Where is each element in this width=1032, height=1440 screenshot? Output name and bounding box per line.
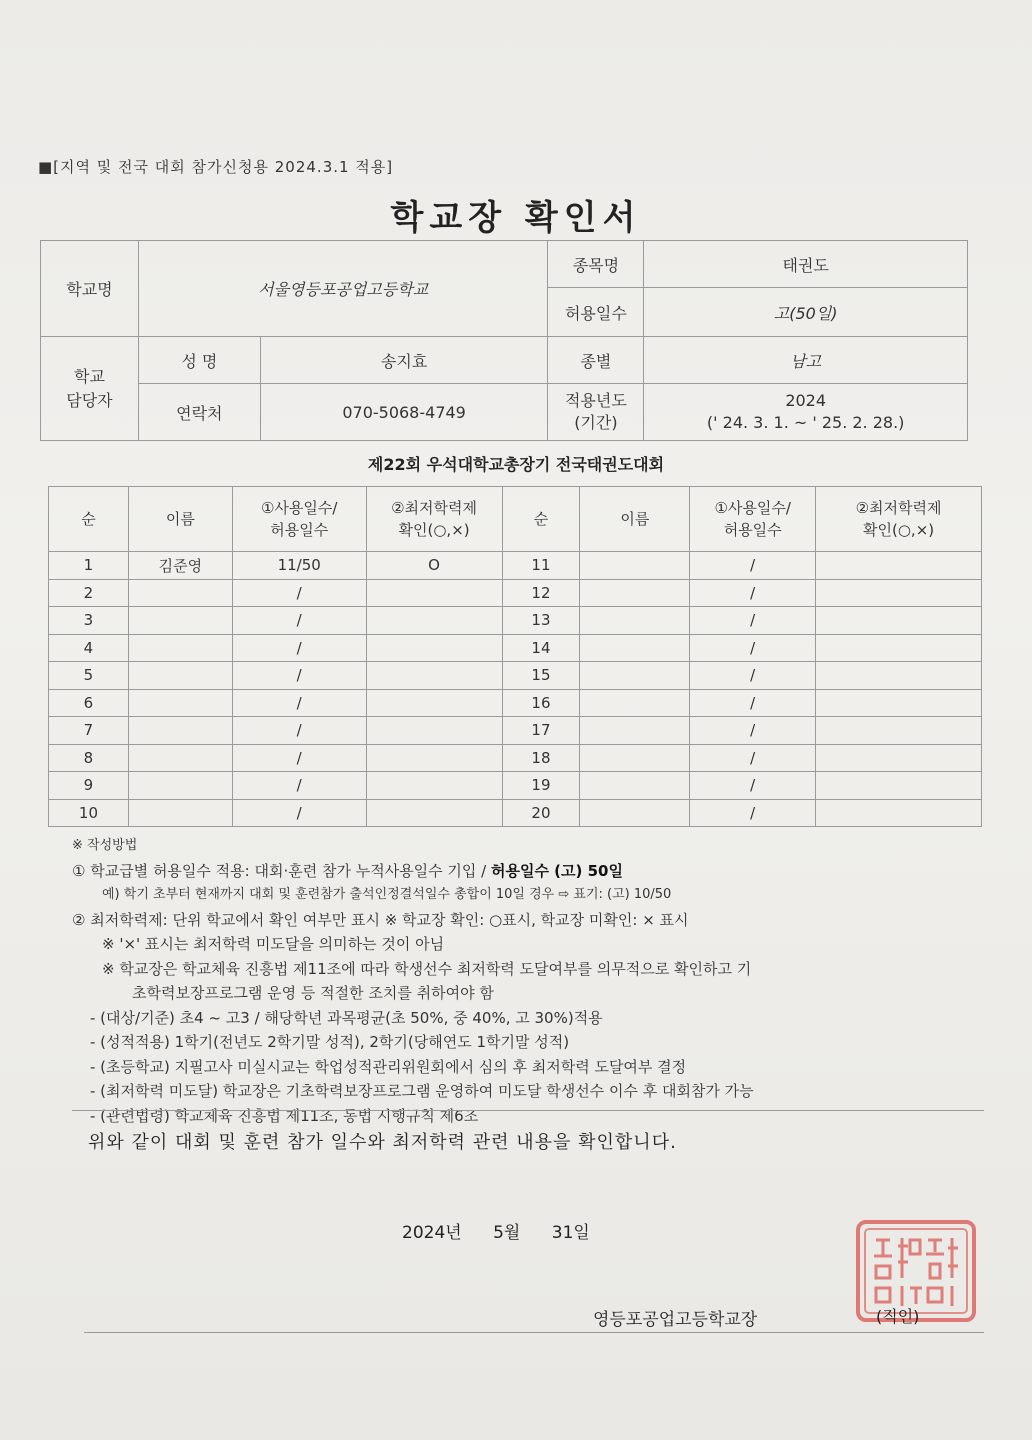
- roster-cell-no2: 18: [502, 744, 580, 772]
- page-title: 학교장 확인서: [390, 198, 642, 238]
- table-row: [49, 689, 982, 717]
- note-dash-3: - (초등학교) 지필고사 미실시교는 학업성적관리위원회에서 심의 후 최저학력 도달여부 결정: [90, 1057, 687, 1076]
- table-row: [49, 607, 982, 635]
- roster-cell-name2: [580, 552, 690, 580]
- roster-cell-no2: 15: [502, 662, 580, 690]
- roster-cell-name2: [580, 662, 690, 690]
- roster-cell-check2: [816, 717, 982, 745]
- seal-mark: (직인): [876, 1307, 920, 1326]
- roster-cell-no: 3: [49, 607, 129, 635]
- sport-value: 태권도: [644, 241, 968, 288]
- roster-cell-check2: [816, 772, 982, 800]
- contact-value: 070-5068-4749: [260, 384, 548, 441]
- roster-cell-days2: /: [690, 799, 816, 827]
- instructions: [72, 834, 982, 1128]
- roster-cell-no: 4: [49, 634, 129, 662]
- divider: [72, 1110, 984, 1111]
- date-year: 2024년: [402, 1223, 462, 1243]
- roster-cell-no2: 12: [502, 579, 580, 607]
- note-dash-5: - (관련법령) 학교체육 진흥법 제11조, 동법 시행규칙 제6조: [90, 1106, 479, 1125]
- header-days-2: ①사용일수/ 허용일수: [690, 487, 816, 552]
- sport-label: 종목명: [548, 241, 644, 288]
- header-check-2: ②최저학력제 확인(○,×): [816, 487, 982, 552]
- note-x: ※ '×' 표시는 최저학력 미도달을 의미하는 것이 아님: [102, 935, 445, 953]
- roster-cell-name2: [580, 579, 690, 607]
- roster-cell-days: /: [232, 717, 366, 745]
- roster-cell-name2: [580, 744, 690, 772]
- header-days: ①사용일수/ 허용일수: [232, 487, 366, 552]
- roster-cell-days2: /: [690, 634, 816, 662]
- roster-cell-check: O: [366, 552, 502, 580]
- roster-cell-check2: [816, 634, 982, 662]
- roster-cell-check2: [816, 662, 982, 690]
- roster-cell-no: 6: [49, 689, 129, 717]
- confirmation-text: 위와 같이 대회 및 훈련 참가 일수와 최저학력 관련 내용을 확인합니다.: [88, 1132, 677, 1153]
- signature-date: [402, 1218, 616, 1243]
- roster-cell-name: [128, 689, 232, 717]
- notes-heading: ※ 작성방법: [72, 838, 138, 853]
- roster-cell-name: [128, 607, 232, 635]
- roster-cell-no: 2: [49, 579, 129, 607]
- signer-name: 영등포공업고등학교장: [593, 1310, 758, 1330]
- roster-cell-days2: /: [690, 744, 816, 772]
- roster-cell-check: [366, 744, 502, 772]
- roster-cell-days: /: [232, 744, 366, 772]
- roster-cell-no: 7: [49, 717, 129, 745]
- roster-cell-check: [366, 634, 502, 662]
- table-row: [49, 662, 982, 690]
- note-item-1-bold: 허용일수 (고) 50일: [491, 861, 623, 880]
- date-day: 31일: [551, 1223, 590, 1243]
- roster-cell-name2: [580, 607, 690, 635]
- school-info-table: [40, 240, 968, 441]
- note-example: 예) 학기 초부터 현재까지 대회 및 훈련참가 출석인정결석일수 총합이 10일 경우 ⇨ 표기: (고) 10/50: [102, 887, 672, 902]
- roster-cell-days2: /: [690, 579, 816, 607]
- roster-cell-no2: 17: [502, 717, 580, 745]
- period-value: (' 24. 3. 1. ~ ' 25. 2. 28.): [706, 413, 905, 432]
- roster-cell-name2: [580, 772, 690, 800]
- manager-label: 학교 담당자: [41, 337, 139, 441]
- school-name-label: 학교명: [41, 241, 139, 337]
- roster-cell-check2: [816, 744, 982, 772]
- roster-cell-name: 김준영: [128, 552, 232, 580]
- roster-cell-check2: [816, 607, 982, 635]
- roster-cell-days: /: [232, 607, 366, 635]
- note-dash-4: - (최저학력 미도달) 학교장은 기초학력보장프로그램 운영하여 미도달 학생선수 이수 후 대회참가 가능: [90, 1082, 754, 1100]
- roster-cell-name: [128, 744, 232, 772]
- table-row: [49, 717, 982, 745]
- roster-cell-check2: [816, 579, 982, 607]
- roster-cell-no: 1: [49, 552, 129, 580]
- roster-cell-no2: 16: [502, 689, 580, 717]
- roster-cell-name: [128, 799, 232, 827]
- table-row: [49, 552, 982, 580]
- roster-table: [48, 486, 982, 827]
- header-no-2: 순: [502, 487, 580, 552]
- roster-cell-days2: /: [690, 607, 816, 635]
- roster-cell-days: /: [232, 662, 366, 690]
- roster-cell-no: 10: [49, 799, 129, 827]
- roster-cell-days: 11/50: [232, 552, 366, 580]
- date-month: 5월: [493, 1223, 521, 1243]
- roster-cell-name2: [580, 634, 690, 662]
- note-item-2: ② 최저학력제: 단위 학교에서 확인 여부만 표시 ※ 학교장 확인: ○표시, 학교장 미확인: × 표시: [72, 910, 689, 929]
- roster-cell-no2: 13: [502, 607, 580, 635]
- roster-cell-no: 5: [49, 662, 129, 690]
- category-value: 남고: [644, 337, 968, 384]
- roster-cell-days: /: [232, 772, 366, 800]
- note-dash-1: - (대상/기준) 초4 ~ 고3 / 해당학년 과목평균(초 50%, 중 40%, 고 30%)적용: [90, 1008, 603, 1027]
- roster-cell-days2: /: [690, 552, 816, 580]
- year-cell: [644, 384, 968, 441]
- roster-header-row: [49, 487, 982, 552]
- roster-cell-check: [366, 607, 502, 635]
- roster-cell-no: 9: [49, 772, 129, 800]
- roster-cell-days: /: [232, 799, 366, 827]
- contest-title: 제22회 우석대학교총장기 전국태권도대회: [367, 455, 665, 474]
- roster-cell-no: 8: [49, 744, 129, 772]
- allowed-days-label: 허용일수: [548, 288, 644, 337]
- roster-cell-name: [128, 662, 232, 690]
- header-no: 순: [49, 487, 129, 552]
- table-row: [49, 579, 982, 607]
- roster-cell-check: [366, 662, 502, 690]
- header-name: 이름: [128, 487, 232, 552]
- roster-cell-days2: /: [690, 689, 816, 717]
- note-dash-2: - (성적적용) 1학기(전년도 2학기말 성적), 2학기(당해연도 1학기말 성적): [90, 1033, 570, 1051]
- category-label: 종별: [548, 337, 644, 384]
- header-note: ■[지역 및 전국 대회 참가신청용 2024.3.1 적용]: [38, 158, 394, 176]
- bottom-rule: [84, 1332, 984, 1333]
- manager-name-label: 성 명: [138, 337, 260, 384]
- roster-cell-name: [128, 634, 232, 662]
- roster-cell-name2: [580, 717, 690, 745]
- roster-cell-check: [366, 579, 502, 607]
- roster-cell-check2: [816, 799, 982, 827]
- roster-cell-no2: 14: [502, 634, 580, 662]
- contact-label: 연락처: [138, 384, 260, 441]
- header-check: ②최저학력제 확인(○,×): [366, 487, 502, 552]
- note-law-2: 초학력보장프로그램 운영 등 적절한 조치를 취하여야 함: [132, 984, 494, 1002]
- note-item-1: [72, 859, 982, 884]
- roster-cell-check: [366, 772, 502, 800]
- roster-cell-name2: [580, 689, 690, 717]
- note-law-1: ※ 학교장은 학교체육 진흥법 제11조에 따라 학생선수 최저학력 도달여부를 의무적으로 확인하고 기: [102, 959, 752, 978]
- roster-cell-days: /: [232, 689, 366, 717]
- roster-cell-days: /: [232, 579, 366, 607]
- roster-cell-check: [366, 717, 502, 745]
- roster-cell-name: [128, 579, 232, 607]
- table-row: [49, 634, 982, 662]
- year-value: 2024: [785, 391, 827, 410]
- table-row: [49, 799, 982, 827]
- roster-cell-no2: 20: [502, 799, 580, 827]
- table-row: [49, 772, 982, 800]
- school-name-value: 서울영등포공업고등학교: [138, 241, 548, 337]
- roster-cell-no2: 19: [502, 772, 580, 800]
- roster-cell-check2: [816, 552, 982, 580]
- table-row: [49, 744, 982, 772]
- roster-cell-days: /: [232, 634, 366, 662]
- year-label: 적용년도 (기간): [548, 384, 644, 441]
- roster-cell-check: [366, 689, 502, 717]
- roster-cell-days2: /: [690, 772, 816, 800]
- header-name-2: 이름: [580, 487, 690, 552]
- allowed-days-value: 고(50일): [644, 288, 968, 337]
- roster-cell-name: [128, 772, 232, 800]
- roster-cell-name2: [580, 799, 690, 827]
- note-item-1-text: ① 학교급별 허용일수 적용: 대회·훈련 참가 누적사용일수 기입 /: [72, 861, 491, 880]
- manager-name-value: 송지효: [260, 337, 548, 384]
- roster-cell-name: [128, 717, 232, 745]
- roster-cell-check: [366, 799, 502, 827]
- roster-cell-days2: /: [690, 662, 816, 690]
- roster-cell-check2: [816, 689, 982, 717]
- roster-cell-no2: 11: [502, 552, 580, 580]
- roster-cell-days2: /: [690, 717, 816, 745]
